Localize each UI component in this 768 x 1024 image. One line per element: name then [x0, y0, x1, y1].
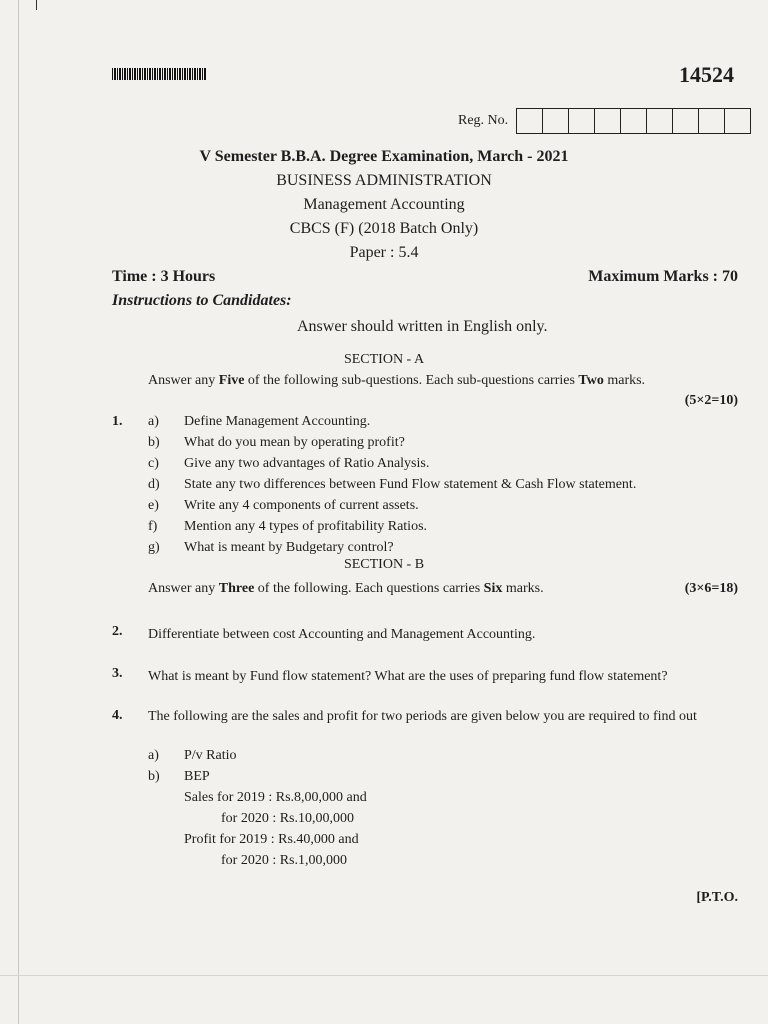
section-a-instructions: Answer any Five of the following sub-questions. Each sub-questions carries Two marks. — [148, 373, 646, 388]
max-marks: Maximum Marks : 70 — [588, 268, 738, 285]
subject-title: BUSINESS ADMINISTRATION — [276, 172, 492, 189]
question-text: The following are the sales and profit for two periods are given below you are required to find out — [148, 709, 697, 724]
scheme: CBCS (F) (2018 Batch Only) — [289, 220, 479, 237]
reg-box — [517, 109, 542, 133]
reg-box — [698, 109, 724, 133]
section-a-score: (5×2=10) — [684, 393, 738, 408]
data-line: Sales for 2019 : Rs.8,00,000 and — [184, 790, 367, 805]
section-b-title: SECTION - B — [343, 557, 425, 572]
section-b-instructions: Answer any Three of the following. Each questions carries Six marks. — [148, 581, 544, 596]
reg-box — [724, 109, 750, 133]
exam-title: V Semester B.B.A. Degree Examination, March - 2021 — [199, 148, 569, 165]
reg-box — [542, 109, 568, 133]
reg-box — [646, 109, 672, 133]
question-text: Differentiate between cost Accounting and Management Accounting. — [148, 627, 536, 642]
paper-number: Paper : 5.4 — [349, 244, 419, 261]
exam-page: 14524 Reg. No. V Semester B.B.A. Degree Examination, March - 2021 BUSINESS ADMINISTRATION Management Accounting CBCS (F) (2018 Batch Only) Paper : 5.4 Time : 3 Hours Maximum Marks : 70 Instructions to Candidates: Answer should written in English only. SECTION - A Answer any Five of the following sub-questions. Each sub-questions carries Two marks. (5×2=10) 1. a) Define Management Accounting. b) What do you mean by operating profit? c) Give any two advantages of Ratio Analysis. d) State any two differences between Fund Flow statement & Cash Flow statement. e) Write any 4 components of current assets. f) Mention any 4 types of profitability Ratios. g) What is meant by Budgetary control? SECTION - B Answer any Three of the following. Each questions carries Six marks. (3×6=18) 2. Differentiate between cost Accounting and Management Accounting. 3. What is meant by Fund flow statement? What are the uses of preparing fund flow statement? 4. The following are the sales and profit for two periods are given below you are required to find out a) P/v Ratio b) BEP Sales for 2019 : Rs.8,00,000 and for 2020 : Rs.10,00,000 Profit for 2019 : Rs.40,000 and for 2020 : Rs.1,00,000 [P.T.O. — [0, 0, 768, 1024]
data-line: Profit for 2019 : Rs.40,000 and — [184, 832, 359, 847]
page-edge-bottom — [0, 975, 768, 976]
question-number: 1. — [112, 414, 123, 429]
reg-box — [568, 109, 594, 133]
paper-name: Management Accounting — [303, 196, 465, 213]
question-number: 4. — [112, 708, 123, 723]
reg-box — [620, 109, 646, 133]
data-line: for 2020 : Rs.10,00,000 — [221, 811, 354, 826]
instructions-text: Answer should written in English only. — [297, 318, 548, 335]
question-text: What is meant by Fund flow statement? What are the uses of preparing fund flow statement? — [148, 669, 668, 684]
question-number: 2. — [112, 624, 123, 639]
instructions-label: Instructions to Candidates: — [112, 292, 292, 309]
reg-no-boxes — [516, 108, 751, 134]
reg-box — [672, 109, 698, 133]
question-number: 3. — [112, 666, 123, 681]
paper-code: 14524 — [679, 62, 734, 87]
data-line: for 2020 : Rs.1,00,000 — [221, 853, 347, 868]
scan-mark — [36, 0, 37, 10]
time-allowed: Time : 3 Hours — [112, 268, 216, 285]
reg-no-label: Reg. No. — [458, 113, 509, 128]
reg-box — [594, 109, 620, 133]
section-b-score: (3×6=18) — [684, 581, 738, 596]
reg-no-field — [458, 108, 751, 134]
section-a-title: SECTION - A — [343, 352, 425, 367]
pto-note: [P.T.O. — [696, 890, 738, 905]
barcode — [112, 68, 206, 80]
